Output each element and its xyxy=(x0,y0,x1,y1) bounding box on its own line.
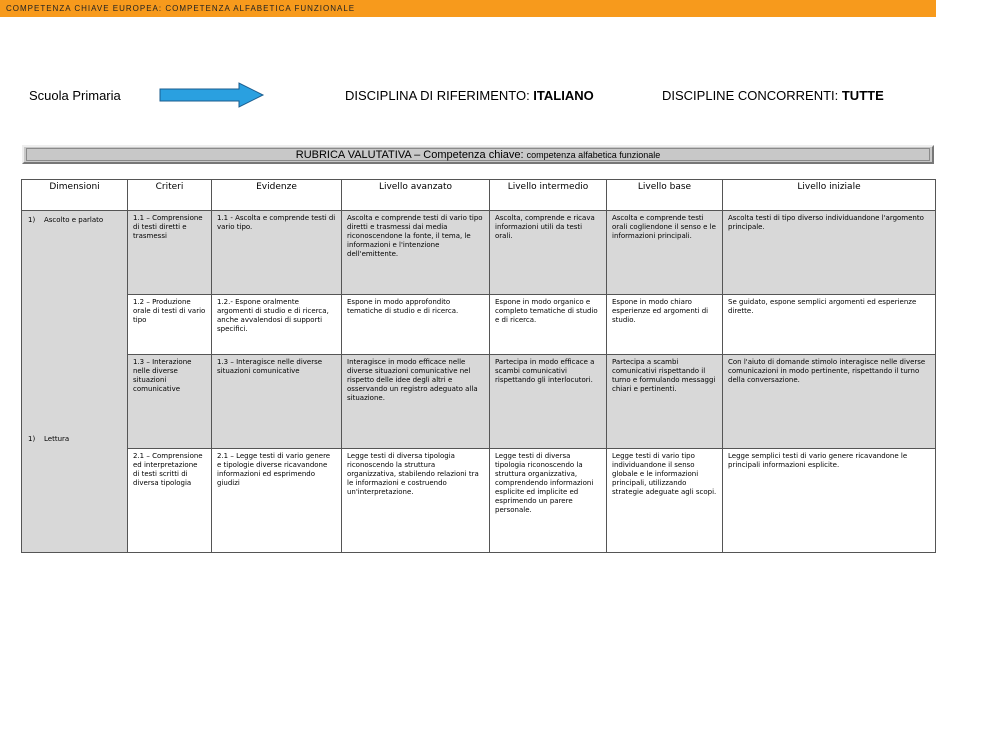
criterio-cell: 2.1 – Comprensione ed interpretazione di testi scritti di diversa tipologia xyxy=(128,449,212,553)
intermedio-cell: Espone in modo organico e completo tematiche di studio e di ricerca. xyxy=(490,295,607,355)
dimension-label: Ascolto e parlato xyxy=(44,216,104,224)
intermedio-cell: Legge testi di diversa tipologia riconoscendo la struttura organizzativa, comprendendo informazioni esplicite ed implicite ed esprimendo un parere personale. xyxy=(490,449,607,553)
school-level: Scuola Primaria xyxy=(29,88,121,103)
discipline-reference xyxy=(345,88,594,103)
header-evidenze: Evidenze xyxy=(212,180,342,211)
discipline-reference-value: ITALIANO xyxy=(533,88,594,103)
disciplines-concurrent-label: DISCIPLINE CONCORRENTI: xyxy=(662,88,842,103)
base-cell: Legge testi di vario tipo individuandone il senso globale e le informazioni principali, utilizzando strategie adeguate agli scopi. xyxy=(607,449,723,553)
disciplines-concurrent xyxy=(662,88,884,103)
table-row xyxy=(22,295,936,355)
dimension-label: Lettura xyxy=(44,435,70,443)
rubric-title-main: RUBRICA VALUTATIVA – Competenza chiave: xyxy=(295,149,524,161)
dimension-ascolto-parlato xyxy=(28,216,103,225)
dimension-lettura xyxy=(28,435,69,444)
avanzato-cell: Ascolta e comprende testi di vario tipo diretti e trasmessi dai media riconoscendone la fonte, il tema, le informazioni e l'intenzione dell'emittente. xyxy=(342,211,490,295)
iniziale-cell: Se guidato, espone semplici argomenti ed esperienze dirette. xyxy=(723,295,936,355)
dimension-number: 1) xyxy=(28,435,36,443)
right-arrow-icon xyxy=(159,82,265,108)
disciplines-concurrent-value: TUTTE xyxy=(841,88,884,103)
rubric-title-competence: competenza alfabetica funzionale xyxy=(526,150,661,160)
dimensions-cell xyxy=(22,211,128,553)
iniziale-cell: Ascolta testi di tipo diverso individuandone l'argomento principale. xyxy=(723,211,936,295)
criterio-cell: 1.2 – Produzione orale di testi di vario tipo xyxy=(128,295,212,355)
base-cell: Partecipa a scambi comunicativi rispettando il turno e formulando messaggi chiari e pertinenti. xyxy=(607,355,723,449)
iniziale-cell: Con l'aiuto di domande stimolo interagisce nelle diverse comunicazioni in modo pertinente, rispettando il turno della conversazione. xyxy=(723,355,936,449)
header-livello-avanzato: Livello avanzato xyxy=(342,180,490,211)
rubric-table xyxy=(21,179,936,553)
evidenza-cell: 2.1 – Legge testi di vario genere e tipologie diverse ricavandone informazioni ed esprimendo giudizi xyxy=(212,449,342,553)
table-row xyxy=(22,211,936,295)
avanzato-cell: Espone in modo approfondito tematiche di studio e di ricerca. xyxy=(342,295,490,355)
intermedio-cell: Ascolta, comprende e ricava informazioni utili da testi orali. xyxy=(490,211,607,295)
evidenza-cell: 1.3 – Interagisce nelle diverse situazioni comunicative xyxy=(212,355,342,449)
criterio-cell: 1.3 – Interazione nelle diverse situazioni comunicative xyxy=(128,355,212,449)
header-livello-intermedio: Livello intermedio xyxy=(490,180,607,211)
avanzato-cell: Interagisce in modo efficace nelle diverse situazioni comunicative nel rispetto delle idee degli altri e osservando un registro adeguato alla situazione. xyxy=(342,355,490,449)
rubric-title-bar xyxy=(22,145,934,164)
rubric-title xyxy=(26,148,930,161)
avanzato-cell: Legge testi di diversa tipologia riconoscendo la struttura organizzativa, stabilendo relazioni tra le informazioni e costruendo un'interpretazione. xyxy=(342,449,490,553)
evidenza-cell: 1.1 - Ascolta e comprende testi di vario tipo. xyxy=(212,211,342,295)
iniziale-cell: Legge semplici testi di vario genere ricavandone le principali informazioni esplicite. xyxy=(723,449,936,553)
base-cell: Ascolta e comprende testi orali cogliendone il senso e le informazioni principali. xyxy=(607,211,723,295)
criterio-cell: 1.1 – Comprensione di testi diretti e trasmessi xyxy=(128,211,212,295)
header-livello-iniziale: Livello iniziale xyxy=(723,180,936,211)
table-row xyxy=(22,449,936,553)
discipline-reference-label: DISCIPLINA DI RIFERIMENTO: xyxy=(345,88,534,103)
header-dimensioni: Dimensioni xyxy=(22,180,128,211)
base-cell: Espone in modo chiaro esperienze ed argomenti di studio. xyxy=(607,295,723,355)
intermedio-cell: Partecipa in modo efficace a scambi comunicativi rispettando gli interlocutori. xyxy=(490,355,607,449)
competence-header-bar: COMPETENZA CHIAVE EUROPEA: COMPETENZA ALFABETICA FUNZIONALE xyxy=(0,0,936,17)
evidenza-cell: 1.2.- Espone oralmente argomenti di studio e di ricerca, anche avvalendosi di supporti specifici. xyxy=(212,295,342,355)
header-livello-base: Livello base xyxy=(607,180,723,211)
table-row xyxy=(22,355,936,449)
dimension-number: 1) xyxy=(28,216,36,224)
header-criteri: Criteri xyxy=(128,180,212,211)
table-header-row xyxy=(22,180,936,211)
